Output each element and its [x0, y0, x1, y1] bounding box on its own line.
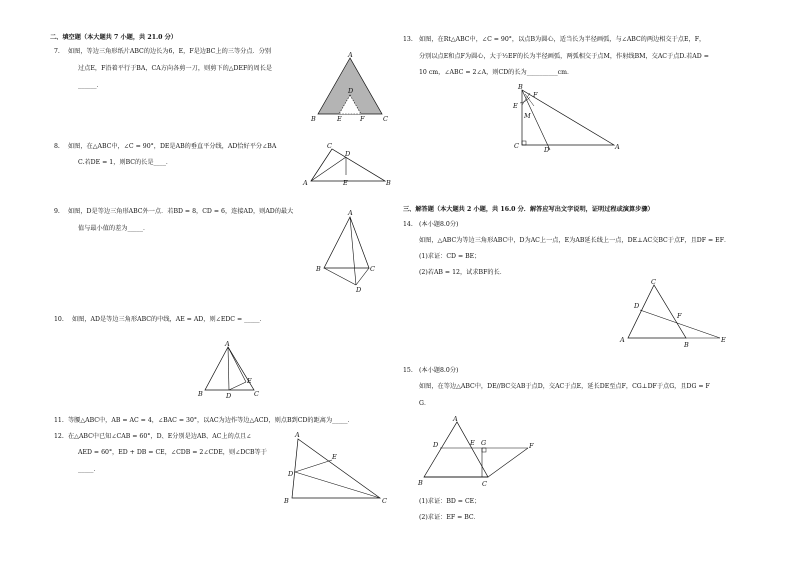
q14-label-f: F [677, 312, 682, 320]
q14-label-b: B [684, 341, 689, 349]
q15-text-line1: 如图，在等边△ABC中，DE//BC交AB于点D，交AC于点E，延长DE至点F，CG⊥DF于点G，且DG = F [419, 383, 710, 390]
q12-label-c: C [382, 497, 387, 505]
q12-label-b: B [284, 497, 289, 505]
q8-figure [302, 138, 394, 188]
q7-label-f: F [360, 115, 365, 123]
q8-number: 8. [54, 143, 60, 150]
q8-text-line2: C.若DE = 1，则BC的长是____． [78, 159, 173, 166]
q10-label-a: A [225, 340, 230, 348]
q13-label-e: E [513, 102, 518, 110]
q7-label-a: A [348, 51, 353, 59]
q13-figure [508, 82, 626, 154]
q13-label-a: A [615, 143, 620, 151]
q8-label-e: E [343, 179, 348, 187]
q13-label-f: F [533, 91, 538, 99]
q8-label-b: B [386, 179, 391, 187]
q13-label-m: M [524, 112, 531, 120]
q15-number: 15. [403, 367, 413, 374]
q8-label-a: A [303, 179, 308, 187]
q14-figure [620, 276, 732, 348]
q10-text-line1: 如图，AD是等边三角形ABC的中线，AE = AD，则∠EDC = _____． [72, 316, 266, 323]
q11-text-line1: 等腰△ABC中，AB = AC = 4，∠BAC = 30°，以AC为边作等边△ACD，则点B到CD的距离为_____． [68, 417, 354, 424]
q15-label-a: A [453, 415, 458, 423]
q7-label-d: D [348, 87, 354, 95]
q13-number: 13. [403, 36, 413, 43]
q9-number: 9. [54, 208, 60, 215]
q15-label-d: D [433, 441, 439, 449]
q15-label-e: E [470, 439, 475, 447]
q10-label-e: E [247, 377, 252, 385]
q14-label-d: D [634, 302, 640, 310]
q14-part2: (2)若AB = 12，试求BF的长． [419, 269, 506, 276]
q15-part2: (2)求证：EF = BC． [419, 514, 480, 521]
q9-figure [312, 208, 378, 292]
q10-label-c: C [254, 390, 259, 398]
q15-label-b: B [418, 479, 423, 487]
q14-label-a: A [620, 336, 625, 344]
q15-figure [416, 412, 544, 492]
q15-header: (本小题8.0分) [419, 367, 459, 374]
q12-label-a: A [295, 431, 300, 439]
section-answer-heading: 三、解答题（本大题共 2 小题，共 16.0 分．解答应写出文字说明，证明过程或演算步骤） [403, 206, 654, 213]
q14-text-line1: 如图，△ABC为等边三角形ABC中，D为AC上一点，E为AB延长线上一点，DE⊥AC交BC于点F，且DF = EF． [419, 237, 731, 244]
q13-label-b: B [518, 83, 523, 91]
q7-text-line1: 如图，等边三角形纸片ABC的边长为6，E，F是边BC上的三等分点．分别 [68, 48, 272, 55]
q10-figure [196, 340, 268, 402]
q12-figure [282, 428, 394, 508]
q10-number: 10. [54, 316, 64, 323]
q14-label-e: E [721, 336, 726, 344]
q15-label-c: C [482, 480, 487, 488]
q9-text-line2: 值与最小值的差为_____． [78, 225, 150, 232]
q13-text-line2: 分别以点E和点F为圆心，大于½EF的长为半径画弧，两弧相交于点M，作射线BM，交AC于点D.若AD = [419, 53, 709, 60]
q14-label-c: C [651, 278, 656, 286]
q12-label-e: E [332, 453, 337, 461]
q13-label-c: C [514, 142, 519, 150]
q14-header: (本小题8.0分) [419, 221, 459, 228]
q9-label-c: C [370, 265, 375, 273]
q15-part1: (1)求证：BD = CE； [419, 498, 481, 505]
q10-label-d: D [226, 392, 232, 400]
q7-text-line3: ______． [78, 82, 103, 89]
q9-label-a: A [348, 209, 353, 217]
q7-figure [308, 52, 392, 124]
q12-text-line1: 在△ABC中已知∠CAB = 60°，D、E分别是边AB、AC上的点且∠ [68, 433, 252, 440]
q7-number: 7. [54, 48, 60, 55]
q15-label-g: G [481, 439, 487, 447]
q9-label-d: D [356, 286, 362, 294]
q13-text-line1: 如图，在Rt△ABC中，∠C = 90°，以点B为圆心，适当长为半径画弧，与∠ABC的两边相交于点E，F， [419, 36, 706, 43]
q8-label-c: C [327, 142, 332, 150]
q7-label-e: E [337, 115, 342, 123]
q11-number: 11. [54, 417, 64, 424]
q7-label-c: C [383, 115, 388, 123]
q9-text-line1: 如图，D是等边三角形ABC外一点．若BD = 8，CD = 6，连接AD，则AD的最大 [68, 208, 294, 215]
q10-label-b: B [198, 390, 203, 398]
q9-label-b: B [316, 265, 321, 273]
q8-label-d: D [345, 150, 351, 158]
q7-text-line2: 过点E，F沿着平行于BA，CA方向各剪一刀，则剪下的△DEF的周长是 [78, 65, 273, 72]
q8-text-line1: 如图，在△ABC中，∠C = 90°，DE是AB的垂直平分线，AD恰好平分∠BA [68, 143, 277, 150]
q12-label-d: D [288, 470, 294, 478]
q13-label-d: D [544, 146, 550, 154]
q14-number: 14. [403, 221, 413, 228]
q12-text-line3: _____． [78, 466, 100, 473]
q15-label-f: F [529, 442, 534, 450]
q15-text-line2: G． [419, 400, 431, 407]
q7-label-b: B [311, 115, 316, 123]
q14-part1: (1)求证：CD = BE； [419, 253, 481, 260]
q13-text-line3: 10 cm，∠ABC = 2∠A，则CD的长为__________cm． [419, 69, 574, 76]
q12-number: 12. [54, 433, 64, 440]
q12-text-line2: AED = 60°，ED + DB = CE，∠CDB = 2∠CDE，则∠DCB等于 [78, 449, 267, 456]
section-fill-in-heading: 二、填空题（本大题共 7 小题，共 21.0 分） [50, 34, 177, 41]
